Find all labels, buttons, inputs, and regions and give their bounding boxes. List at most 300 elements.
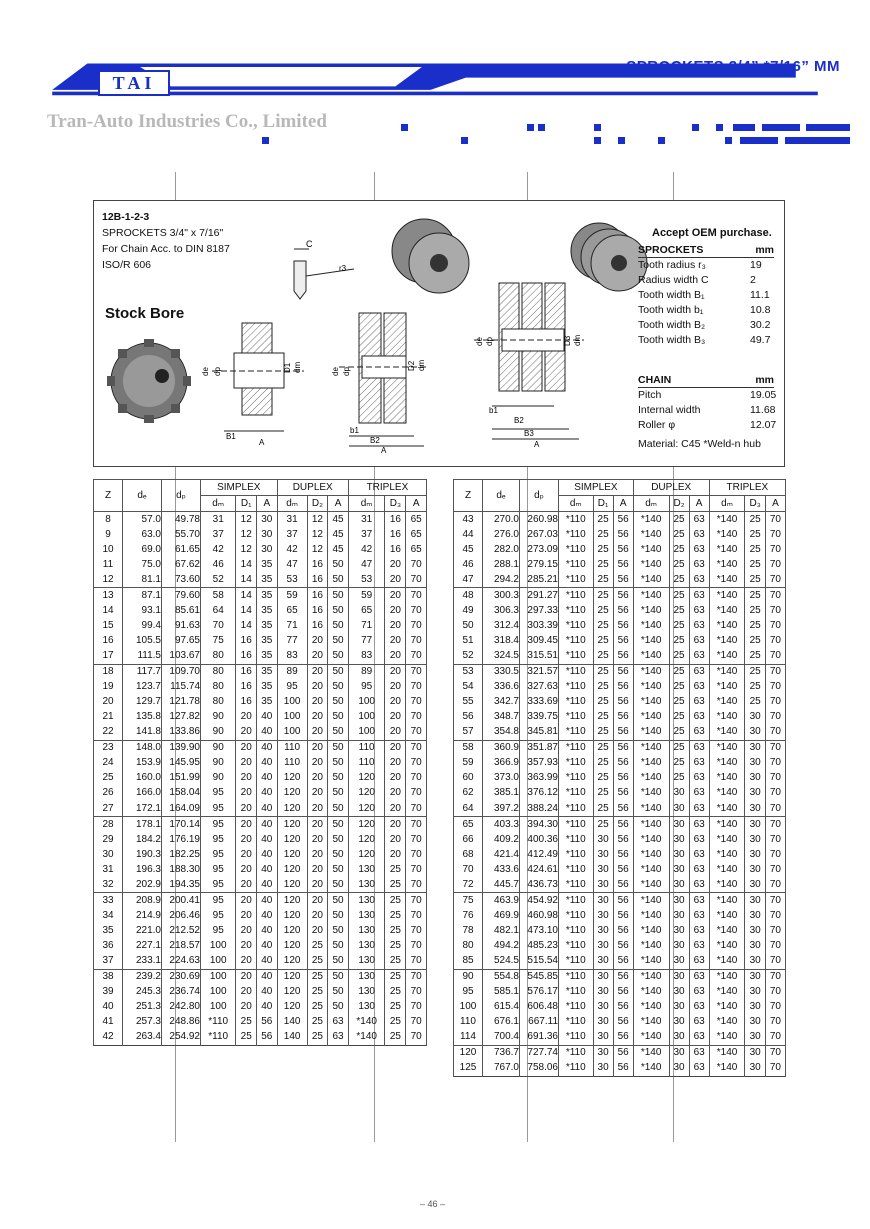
table-cell: 30 bbox=[745, 771, 765, 786]
table-cell: 90 bbox=[201, 740, 236, 756]
table-cell: 100 bbox=[348, 710, 385, 725]
table-cell: 17 bbox=[94, 649, 123, 665]
table-cell: 56 bbox=[613, 847, 633, 862]
table-cell: 25 bbox=[669, 664, 689, 680]
table-cell: 30 bbox=[593, 985, 613, 1000]
table-cell: 218.57 bbox=[162, 938, 201, 953]
table-cell: 70 bbox=[406, 953, 427, 969]
table-cell: 31 bbox=[201, 512, 236, 528]
table-cell: 56 bbox=[613, 572, 633, 588]
table-cell: 70 bbox=[406, 771, 427, 786]
table-cell: 75.0 bbox=[123, 557, 162, 572]
table-cell: 40 bbox=[257, 817, 278, 833]
table-cell: 63 bbox=[689, 1000, 709, 1015]
table-cell: 44 bbox=[454, 527, 483, 542]
table-row bbox=[94, 633, 427, 648]
table-row bbox=[454, 771, 786, 786]
table-row bbox=[94, 572, 427, 588]
table-cell: 25 bbox=[669, 542, 689, 557]
table-cell: 12 bbox=[236, 512, 257, 528]
table-cell: 103.67 bbox=[162, 649, 201, 665]
table-cell: 110 bbox=[454, 1015, 483, 1030]
table-cell: *110 bbox=[559, 1000, 594, 1015]
table-cell: 80 bbox=[201, 680, 236, 695]
table-row bbox=[454, 603, 786, 618]
table-cell: 72 bbox=[454, 877, 483, 893]
table-cell: 30 bbox=[669, 923, 689, 938]
table-cell: 20 bbox=[385, 786, 406, 801]
table-cell: 20 bbox=[236, 938, 257, 953]
table-cell: 524.5 bbox=[483, 953, 520, 969]
table-cell: 14 bbox=[236, 557, 257, 572]
table-cell: 120 bbox=[277, 847, 307, 862]
table-cell: 130 bbox=[348, 908, 385, 923]
table-cell: 16 bbox=[236, 695, 257, 710]
table-cell: 615.4 bbox=[483, 1000, 520, 1015]
sub-header: A bbox=[406, 496, 427, 512]
table-cell: 151.99 bbox=[162, 771, 201, 786]
table-cell: *110 bbox=[559, 923, 594, 938]
table-cell: 85.61 bbox=[162, 603, 201, 618]
table-cell: 25 bbox=[385, 862, 406, 877]
table-cell: 130 bbox=[348, 985, 385, 1000]
table-cell: *140 bbox=[709, 740, 745, 756]
table-cell: *140 bbox=[633, 649, 669, 665]
table-cell: 376.12 bbox=[520, 786, 559, 801]
table-cell: *140 bbox=[633, 953, 669, 969]
table-cell: 56 bbox=[613, 832, 633, 847]
table-row bbox=[454, 908, 786, 923]
table-cell: 357.93 bbox=[520, 756, 559, 771]
table-cell: *140 bbox=[709, 603, 745, 618]
spec-value: 30.2 bbox=[750, 319, 771, 331]
table-cell: 25 bbox=[593, 710, 613, 725]
table-cell: 194.35 bbox=[162, 877, 201, 893]
table-cell: 20 bbox=[307, 786, 328, 801]
table-cell: 758.06 bbox=[520, 1061, 559, 1077]
table-cell: 700.4 bbox=[483, 1030, 520, 1046]
table-cell: 120 bbox=[277, 923, 307, 938]
table-cell: 25 bbox=[669, 725, 689, 741]
table-cell: 25 bbox=[307, 953, 328, 969]
table-cell: *140 bbox=[633, 542, 669, 557]
table-row bbox=[94, 923, 427, 938]
table-cell: 30 bbox=[745, 1045, 765, 1061]
table-cell: 53 bbox=[277, 572, 307, 588]
table-cell: 494.2 bbox=[483, 938, 520, 953]
table-cell: 56 bbox=[613, 542, 633, 557]
table-cell: *140 bbox=[633, 725, 669, 741]
table-cell: 20 bbox=[385, 740, 406, 756]
table-cell: 30 bbox=[669, 877, 689, 893]
table-cell: 59 bbox=[277, 588, 307, 604]
table-cell: *140 bbox=[633, 938, 669, 953]
table-cell: 20 bbox=[385, 695, 406, 710]
table-row bbox=[94, 985, 427, 1000]
svg-text:dp: dp bbox=[485, 337, 494, 346]
chain-header bbox=[638, 374, 774, 388]
table-cell: *140 bbox=[709, 695, 745, 710]
table-cell: 34 bbox=[94, 908, 123, 923]
table-cell: 70 bbox=[406, 588, 427, 604]
table-cell: *110 bbox=[559, 740, 594, 756]
table-cell: 25 bbox=[307, 1015, 328, 1030]
table-cell: 208.9 bbox=[123, 893, 162, 909]
table-row bbox=[94, 847, 427, 862]
table-cell: 70 bbox=[765, 603, 785, 618]
table-cell: 20 bbox=[236, 786, 257, 801]
table-cell: 45 bbox=[328, 512, 349, 528]
table-cell: 56 bbox=[613, 527, 633, 542]
table-cell: 9 bbox=[94, 527, 123, 542]
table-cell: *140 bbox=[633, 1015, 669, 1030]
table-cell: 25 bbox=[593, 786, 613, 801]
table-cell: 20 bbox=[307, 664, 328, 680]
table-cell: *140 bbox=[709, 1015, 745, 1030]
table-cell: 52 bbox=[454, 649, 483, 665]
table-cell: 70 bbox=[765, 817, 785, 833]
table-cell: *140 bbox=[709, 862, 745, 877]
table-cell: 80 bbox=[201, 649, 236, 665]
col-de: dₑ bbox=[483, 480, 520, 512]
table-cell: *140 bbox=[709, 847, 745, 862]
table-cell: 20 bbox=[236, 725, 257, 741]
table-cell: 25 bbox=[669, 603, 689, 618]
table-cell: 397.2 bbox=[483, 801, 520, 817]
svg-text:B2: B2 bbox=[370, 436, 380, 445]
table-cell: 50 bbox=[328, 740, 349, 756]
table-cell: 63 bbox=[689, 985, 709, 1000]
table-cell: 20 bbox=[307, 832, 328, 847]
svg-text:de: de bbox=[475, 337, 484, 346]
sub-header: A bbox=[765, 496, 785, 512]
svg-text:dm: dm bbox=[573, 334, 582, 346]
spec-row bbox=[638, 319, 774, 332]
table-cell: 70 bbox=[765, 786, 785, 801]
table-cell: 57.0 bbox=[123, 512, 162, 528]
table-cell: 409.2 bbox=[483, 832, 520, 847]
table-cell: 93.1 bbox=[123, 603, 162, 618]
table-cell: 279.15 bbox=[520, 557, 559, 572]
table-cell: 70 bbox=[765, 1045, 785, 1061]
table-cell: 70 bbox=[406, 862, 427, 877]
table-cell: *140 bbox=[633, 969, 669, 985]
table-cell: 25 bbox=[745, 618, 765, 633]
table-cell: 63 bbox=[328, 1015, 349, 1030]
table-cell: 412.49 bbox=[520, 847, 559, 862]
table-cell: 30 bbox=[593, 1015, 613, 1030]
table-cell: 35 bbox=[257, 695, 278, 710]
table-cell: 20 bbox=[307, 862, 328, 877]
table-cell: 20 bbox=[307, 801, 328, 817]
table-cell: 95 bbox=[201, 832, 236, 847]
table-cell: *140 bbox=[633, 985, 669, 1000]
table-cell: 30 bbox=[669, 1061, 689, 1077]
table-cell: 16 bbox=[385, 542, 406, 557]
table-cell: 30 bbox=[745, 710, 765, 725]
table-cell: *110 bbox=[559, 1015, 594, 1030]
table-cell: 41 bbox=[94, 1015, 123, 1030]
table-cell: 236.74 bbox=[162, 985, 201, 1000]
table-cell: 100 bbox=[454, 1000, 483, 1015]
table-cell: *140 bbox=[709, 786, 745, 801]
table-cell: 141.8 bbox=[123, 725, 162, 741]
table-cell: 30 bbox=[745, 801, 765, 817]
table-cell: 30 bbox=[745, 938, 765, 953]
table-cell: 30 bbox=[669, 985, 689, 1000]
table-cell: 176.19 bbox=[162, 832, 201, 847]
table-cell: 50 bbox=[328, 923, 349, 938]
table-cell: 25 bbox=[307, 969, 328, 985]
table-cell: 50 bbox=[328, 953, 349, 969]
table-cell: 120 bbox=[454, 1045, 483, 1061]
sub-header: dₘ bbox=[559, 496, 594, 512]
table-cell: 39 bbox=[94, 985, 123, 1000]
table-cell: *110 bbox=[559, 786, 594, 801]
table-row bbox=[454, 817, 786, 833]
svg-text:B3: B3 bbox=[524, 429, 534, 438]
table-cell: 30 bbox=[669, 832, 689, 847]
table-cell: 196.3 bbox=[123, 862, 162, 877]
table-cell: 70 bbox=[765, 649, 785, 665]
table-cell: 56 bbox=[613, 633, 633, 648]
logo-text: TAI bbox=[112, 73, 156, 93]
table-cell: 120 bbox=[277, 969, 307, 985]
table-cell: 130 bbox=[348, 938, 385, 953]
table-cell: 129.7 bbox=[123, 695, 162, 710]
table-row bbox=[94, 680, 427, 695]
svg-text:r3: r3 bbox=[339, 264, 347, 273]
table-cell: 56 bbox=[613, 938, 633, 953]
table-cell: 30 bbox=[669, 862, 689, 877]
spec-row bbox=[638, 404, 774, 417]
table-cell: *110 bbox=[559, 1061, 594, 1077]
table-cell: *140 bbox=[709, 618, 745, 633]
table-cell: 95 bbox=[201, 801, 236, 817]
table-cell: 170.14 bbox=[162, 817, 201, 833]
table-cell: *140 bbox=[633, 695, 669, 710]
table-cell: 56 bbox=[613, 588, 633, 604]
table-cell: *140 bbox=[709, 801, 745, 817]
table-cell: *110 bbox=[559, 695, 594, 710]
table-cell: *140 bbox=[633, 1045, 669, 1061]
table-cell: *140 bbox=[633, 557, 669, 572]
table-cell: 56 bbox=[613, 1015, 633, 1030]
col-duplex: DUPLEX bbox=[277, 480, 348, 496]
table-cell: 70 bbox=[765, 618, 785, 633]
table-cell: 70 bbox=[406, 664, 427, 680]
table-cell: 12 bbox=[94, 572, 123, 588]
table-cell: 100 bbox=[201, 969, 236, 985]
table-cell: *140 bbox=[633, 771, 669, 786]
table-cell: 25 bbox=[593, 771, 613, 786]
table-cell: 110 bbox=[277, 756, 307, 771]
table-cell: 70 bbox=[406, 680, 427, 695]
table-cell: 95 bbox=[201, 786, 236, 801]
table-cell: 25 bbox=[593, 756, 613, 771]
table-row bbox=[454, 862, 786, 877]
table-row bbox=[454, 893, 786, 909]
table-row bbox=[94, 893, 427, 909]
table-cell: *140 bbox=[633, 923, 669, 938]
table-cell: 89 bbox=[277, 664, 307, 680]
table-cell: 63 bbox=[689, 572, 709, 588]
table-cell: 56 bbox=[613, 512, 633, 528]
table-cell: 40 bbox=[257, 953, 278, 969]
table-cell: 120 bbox=[348, 832, 385, 847]
table-cell: 20 bbox=[385, 603, 406, 618]
table-cell: 30 bbox=[669, 801, 689, 817]
table-cell: 15 bbox=[94, 618, 123, 633]
table-cell: 50 bbox=[328, 969, 349, 985]
table-cell: 70 bbox=[454, 862, 483, 877]
table-row bbox=[94, 969, 427, 985]
table-cell: 70 bbox=[406, 1015, 427, 1030]
table-cell: 63 bbox=[689, 725, 709, 741]
table-cell: *110 bbox=[559, 512, 594, 528]
col-simplex: SIMPLEX bbox=[559, 480, 634, 496]
table-cell: 348.7 bbox=[483, 710, 520, 725]
table-cell: 70 bbox=[406, 786, 427, 801]
table-cell: 50 bbox=[328, 725, 349, 741]
table-cell: *140 bbox=[633, 832, 669, 847]
table-cell: 16 bbox=[385, 527, 406, 542]
table-cell: *140 bbox=[709, 664, 745, 680]
table-cell: 245.3 bbox=[123, 985, 162, 1000]
table-cell: 691.36 bbox=[520, 1030, 559, 1046]
table-cell: 63 bbox=[689, 893, 709, 909]
table-cell: 460.98 bbox=[520, 908, 559, 923]
table-cell: 30 bbox=[593, 969, 613, 985]
table-row bbox=[94, 588, 427, 604]
table-cell: 66 bbox=[454, 832, 483, 847]
table-row bbox=[454, 877, 786, 893]
table-cell: *140 bbox=[709, 923, 745, 938]
table-cell: 40 bbox=[257, 877, 278, 893]
table-cell: *140 bbox=[709, 771, 745, 786]
table-cell: 50 bbox=[328, 1000, 349, 1015]
table-cell: 25 bbox=[745, 542, 765, 557]
table-cell: 70 bbox=[765, 664, 785, 680]
table-cell: 25 bbox=[669, 618, 689, 633]
table-cell: 473.10 bbox=[520, 923, 559, 938]
table-cell: 25 bbox=[669, 572, 689, 588]
table-cell: 80 bbox=[201, 695, 236, 710]
table-cell: 30 bbox=[669, 893, 689, 909]
table-cell: 20 bbox=[307, 710, 328, 725]
sub-header: A bbox=[689, 496, 709, 512]
table-cell: 70 bbox=[765, 710, 785, 725]
table-cell: 50 bbox=[328, 588, 349, 604]
table-cell: 50 bbox=[328, 893, 349, 909]
table-cell: 25 bbox=[745, 557, 765, 572]
table-row bbox=[94, 649, 427, 665]
table-row bbox=[454, 740, 786, 756]
table-row bbox=[454, 801, 786, 817]
table-row bbox=[454, 923, 786, 938]
table-cell: 100 bbox=[201, 985, 236, 1000]
table-cell: *140 bbox=[633, 1030, 669, 1046]
table-cell: 8 bbox=[94, 512, 123, 528]
table-cell: 120 bbox=[277, 862, 307, 877]
table-cell: 70 bbox=[406, 832, 427, 847]
table-cell: 545.85 bbox=[520, 969, 559, 985]
table-row bbox=[94, 1000, 427, 1015]
table-row bbox=[454, 572, 786, 588]
table-cell: 123.7 bbox=[123, 680, 162, 695]
table-cell: 70 bbox=[765, 512, 785, 528]
table-row bbox=[94, 1015, 427, 1030]
table-cell: 63 bbox=[689, 633, 709, 648]
table-cell: 254.92 bbox=[162, 1030, 201, 1046]
table-cell: *140 bbox=[633, 633, 669, 648]
table-cell: 63 bbox=[689, 801, 709, 817]
table-cell: 20 bbox=[385, 771, 406, 786]
table-cell: 25 bbox=[669, 710, 689, 725]
table-cell: 63 bbox=[689, 527, 709, 542]
table-cell: 33 bbox=[94, 893, 123, 909]
table-cell: *140 bbox=[633, 710, 669, 725]
table-cell: 83 bbox=[348, 649, 385, 665]
table-cell: 56 bbox=[613, 985, 633, 1000]
sub-header: D₁ bbox=[593, 496, 613, 512]
table-cell: 56 bbox=[613, 1045, 633, 1061]
table-cell: 35 bbox=[257, 572, 278, 588]
table-cell: 20 bbox=[236, 923, 257, 938]
table-cell: 318.4 bbox=[483, 633, 520, 648]
table-cell: 30 bbox=[745, 786, 765, 801]
table-cell: 20 bbox=[385, 832, 406, 847]
table-cell: 25 bbox=[669, 512, 689, 528]
sub-header: A bbox=[613, 496, 633, 512]
table-cell: 25 bbox=[669, 771, 689, 786]
table-cell: 25 bbox=[745, 512, 765, 528]
table-cell: 25 bbox=[236, 1015, 257, 1030]
sub-header: dₘ bbox=[277, 496, 307, 512]
table-cell: 515.54 bbox=[520, 953, 559, 969]
table-cell: 25 bbox=[593, 618, 613, 633]
table-cell: 37 bbox=[94, 953, 123, 969]
table-cell: 25 bbox=[593, 664, 613, 680]
table-cell: 90 bbox=[201, 725, 236, 741]
table-cell: 221.0 bbox=[123, 923, 162, 938]
table-cell: 117.7 bbox=[123, 664, 162, 680]
table-row bbox=[454, 710, 786, 725]
table-cell: 13 bbox=[94, 588, 123, 604]
table-cell: 70 bbox=[406, 695, 427, 710]
table-cell: 71 bbox=[277, 618, 307, 633]
table-row bbox=[94, 618, 427, 633]
table-cell: 48 bbox=[454, 588, 483, 604]
table-cell: 50 bbox=[328, 771, 349, 786]
spec-panel bbox=[93, 200, 785, 467]
table-row bbox=[94, 1030, 427, 1046]
spec-label: Radius width C bbox=[638, 274, 709, 286]
table-cell: 30 bbox=[593, 862, 613, 877]
table-cell: 20 bbox=[385, 680, 406, 695]
table-cell: 25 bbox=[593, 740, 613, 756]
table-cell: *110 bbox=[559, 664, 594, 680]
table-cell: 30 bbox=[745, 740, 765, 756]
table-cell: 30 bbox=[593, 938, 613, 953]
table-cell: 282.0 bbox=[483, 542, 520, 557]
table-cell: 330.5 bbox=[483, 664, 520, 680]
table-cell: *110 bbox=[559, 527, 594, 542]
table-cell: 63 bbox=[689, 649, 709, 665]
table-cell: 63 bbox=[689, 862, 709, 877]
table-cell: 306.3 bbox=[483, 603, 520, 618]
sub-header: dₘ bbox=[633, 496, 669, 512]
